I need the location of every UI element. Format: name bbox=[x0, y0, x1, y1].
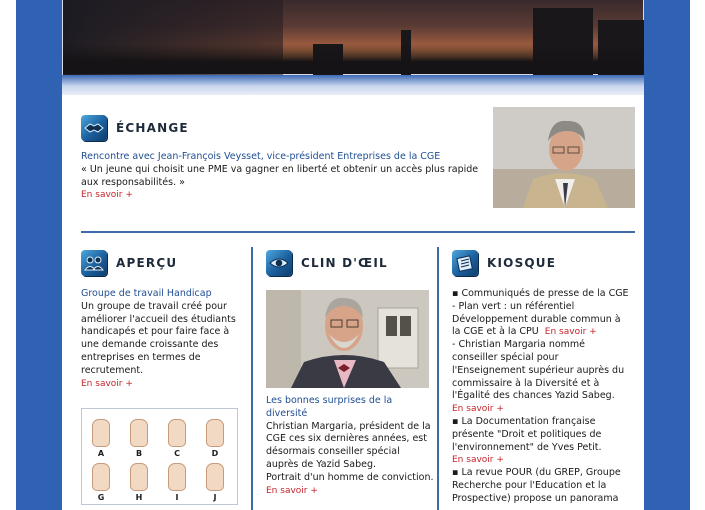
sign-letter: B bbox=[124, 419, 154, 458]
people-icon bbox=[81, 250, 107, 276]
apercu-more-link[interactable]: En savoir + bbox=[81, 378, 133, 389]
apercu-title: APERÇU bbox=[116, 256, 178, 270]
kiosque-subitem-plan-vert: - Plan vert : un référentiel Développement durable commun à la CGE et à la CPU En savoir + bbox=[452, 300, 621, 338]
clin-more-link[interactable]: En savoir + bbox=[266, 485, 318, 496]
kiosque-item-revue-pour: ▪ La revue POUR (du GREP, Groupe Recherche pour l'Education et la Prospective) propose un panorama bbox=[452, 467, 621, 504]
clin-block bbox=[266, 395, 434, 497]
kiosque-item-press: ▪ Communiqués de presse de la CGE bbox=[452, 288, 629, 299]
sign-language-image bbox=[81, 408, 238, 505]
apercu-text: Un groupe de travail créé pour améliorer l'accueil des étudiants handicapés et pour faire face à une demande croissante des entreprises en termes de recrutement. bbox=[81, 300, 236, 376]
sign-letter: G bbox=[86, 463, 116, 502]
main-content bbox=[62, 95, 644, 510]
kiosque-header bbox=[452, 250, 556, 276]
banner-glow bbox=[62, 75, 644, 95]
apercu-block bbox=[81, 288, 241, 390]
echange-quote: « Un jeune qui choisit une PME va gagner en liberté et obtenir un accès plus rapide aux responsabilités. » bbox=[81, 163, 479, 188]
kiosque-item-documentation: ▪ La Documentation française présente "Droit et politiques de l'environnement" de Yves Petit. bbox=[452, 415, 602, 453]
kiosque-list bbox=[452, 288, 630, 506]
kiosque-more-link-3[interactable]: En savoir + bbox=[452, 455, 504, 466]
sign-letter: D bbox=[200, 419, 230, 458]
apercu-link[interactable]: Groupe de travail Handicap bbox=[81, 288, 212, 299]
apercu-header bbox=[81, 250, 177, 276]
sign-letter: C bbox=[162, 419, 192, 458]
clin-text: Christian Margaria, président de la CGE ces six dernières années, est désormais conseiller spécial auprès de Yazid Sabeg. bbox=[266, 420, 431, 470]
kiosque-block bbox=[452, 288, 630, 506]
handshake-icon bbox=[81, 115, 107, 141]
sign-letter: H bbox=[124, 463, 154, 502]
kiosque-more-link-2[interactable]: En savoir + bbox=[452, 404, 504, 415]
clin-title: CLIN D'ŒIL bbox=[301, 256, 388, 270]
margaria-photo bbox=[266, 290, 429, 388]
section-divider bbox=[81, 231, 635, 233]
eye-icon bbox=[266, 250, 292, 276]
kiosque-subitem-margaria: - Christian Margaria nommé conseiller spécial pour l'Enseignement supérieur auprès du commissaire à la Diversité et à l'Égalité des chances Yazid Sabeg. bbox=[452, 339, 625, 402]
echange-title: ÉCHANGE bbox=[116, 121, 189, 135]
kiosque-title: KIOSQUE bbox=[487, 256, 557, 270]
clin-link[interactable]: Les bonnes surprises de la diversité bbox=[266, 395, 393, 419]
sign-letter: A bbox=[86, 419, 116, 458]
kiosque-more-link-1[interactable]: En savoir + bbox=[544, 327, 597, 338]
echange-more-link[interactable]: En savoir + bbox=[81, 190, 133, 201]
newspaper-icon bbox=[452, 250, 478, 276]
header-banner-image bbox=[62, 0, 644, 75]
sign-letter: I bbox=[162, 463, 192, 502]
clin-header bbox=[266, 250, 388, 276]
column-divider-1 bbox=[251, 247, 253, 510]
echange-link[interactable]: Rencontre avec Jean-François Veysset, vice-président Entreprises de la CGE bbox=[81, 151, 441, 162]
clin-portrait-text: Portrait d'un homme de conviction. bbox=[266, 471, 434, 483]
veysset-photo bbox=[493, 107, 635, 208]
column-divider-2 bbox=[437, 247, 439, 510]
sign-letter: J bbox=[200, 463, 230, 502]
echange-header bbox=[81, 115, 189, 141]
echange-block bbox=[81, 151, 479, 202]
